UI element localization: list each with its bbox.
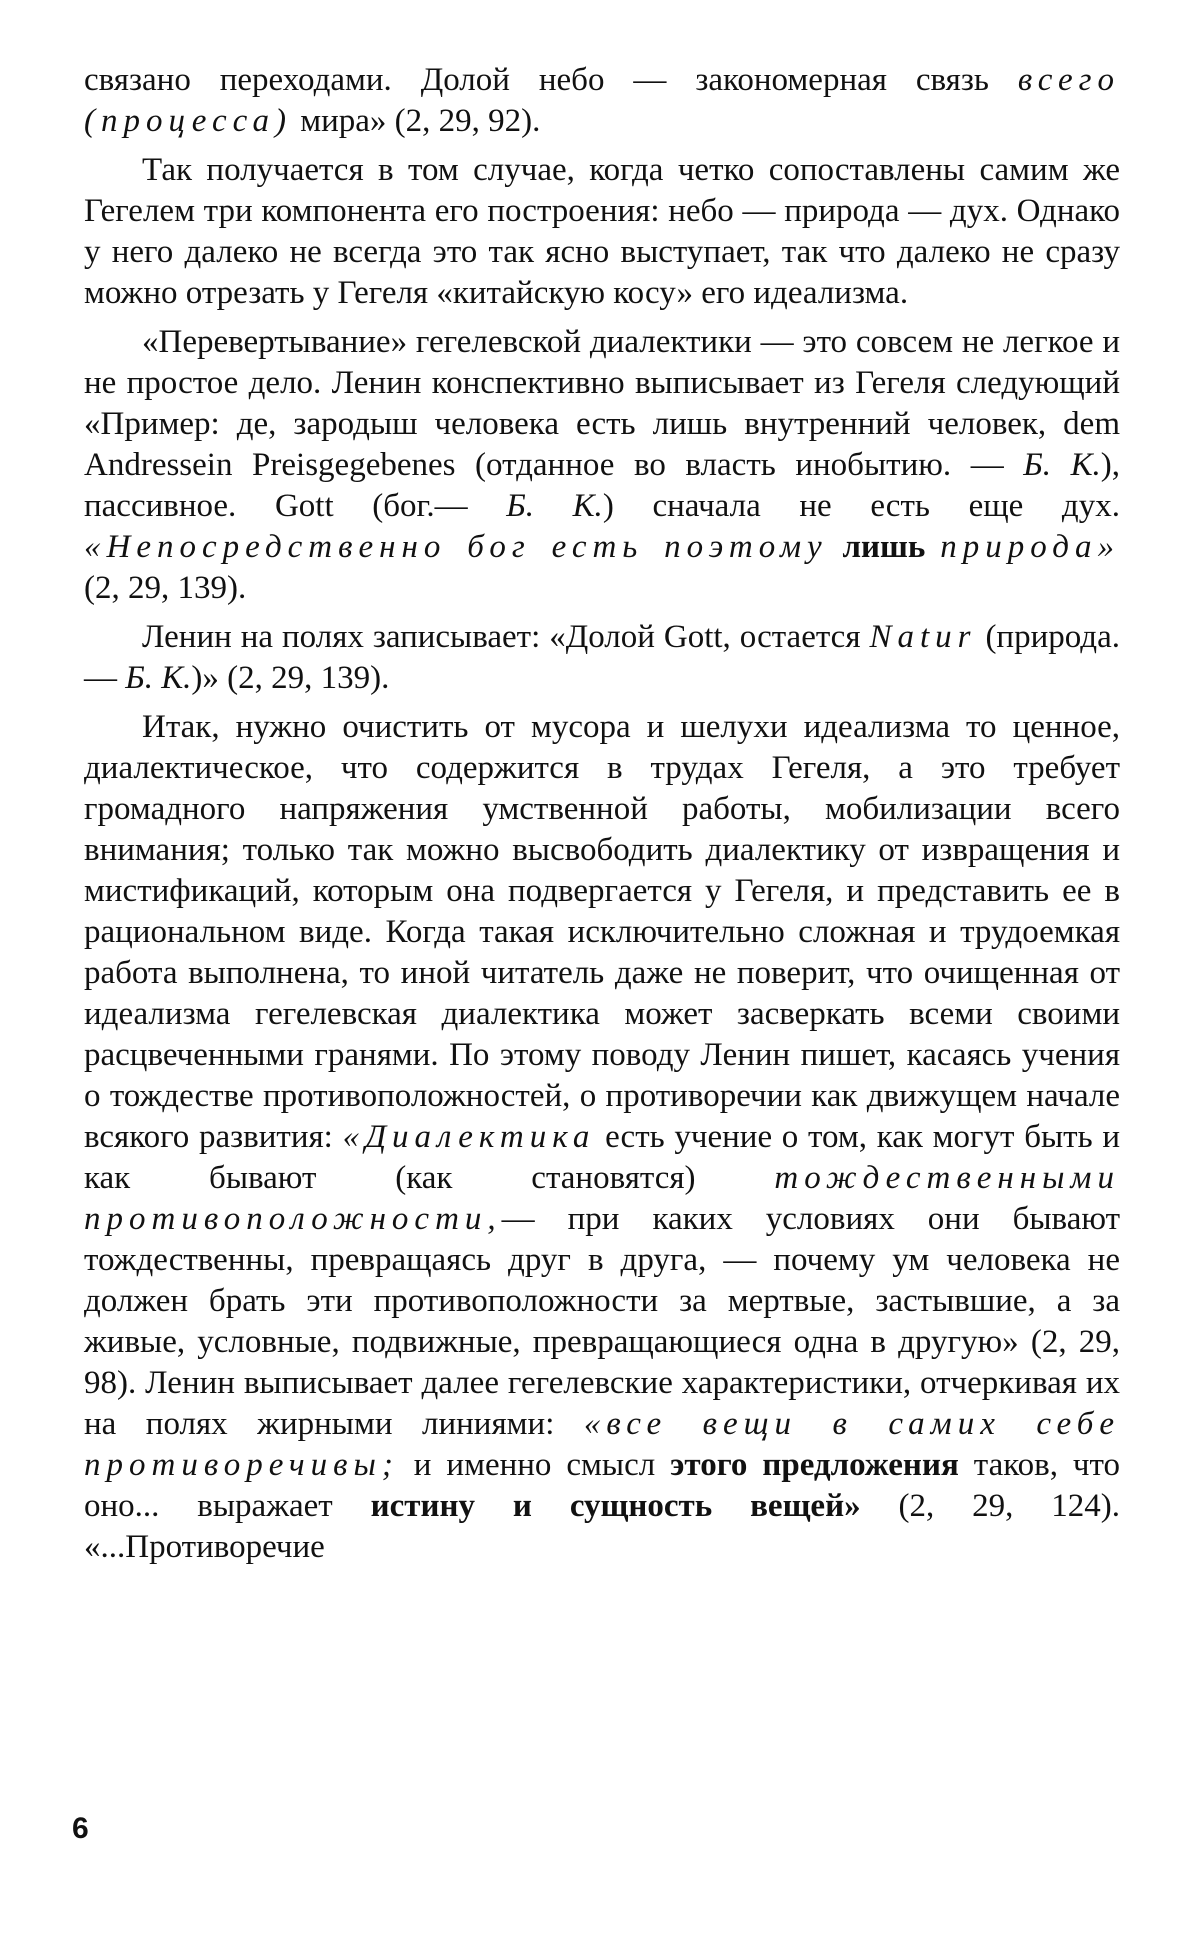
author-initials: Б. К. <box>1023 447 1101 483</box>
paragraph <box>84 617 1120 699</box>
spaced-italic-run: «Диалектика <box>342 1119 596 1155</box>
paragraph-continuation <box>84 60 1120 142</box>
text-run: Ленин на полях записывает: «Долой Gott, остается <box>142 619 870 655</box>
text-run: таков, что оно... выражает <box>84 1447 1120 1524</box>
text-run: ), пассивное. Gott (бог.— <box>84 447 1120 524</box>
spaced-italic-run: природа» <box>940 529 1120 565</box>
text-run: (природа.— <box>84 619 1120 696</box>
bold-run: истину и сущность вещей» <box>370 1488 861 1524</box>
paragraph <box>84 150 1120 314</box>
text-run: ) сначала не есть еще дух. <box>602 488 1120 524</box>
text-run: мира» (2, 29, 92). <box>291 103 541 139</box>
text-run: )» (2, 29, 139). <box>191 660 390 696</box>
bold-run: лишь <box>827 529 941 565</box>
page-number: 6 <box>72 1812 89 1845</box>
paragraph <box>84 707 1120 1568</box>
text-run: связано переходами. Долой небо — закономерная связь <box>84 62 1018 98</box>
spaced-italic-run: тождественными противоположности, <box>84 1160 1120 1237</box>
paragraph <box>84 322 1120 609</box>
text-run: Так получается в том случае, когда четко сопоставлены самим же Гегелем три компонента его построения: небо — природа — дух. Однако у него далеко не всегда это так ясно выступает, так что далеко не сразу можно отрезать у Гегеля «китайскую косу» его идеализма. <box>84 152 1120 311</box>
text-run: «Перевертывание» гегелевской диалектики — это совсем не легкое и не простое дело. Ленин конспективно выписывает из Гегеля следующий «Пример: де, зародыш человека есть лишь внутренний человек, dem Andresseіn Preisgegebenes (отданное во власть инобытию. — <box>84 324 1120 483</box>
text-run: (2, 29, 139). <box>84 570 247 606</box>
book-page-text <box>84 60 1120 1576</box>
spaced-italic-run: «Непосредственно бог есть поэтому <box>84 529 828 565</box>
bold-run: этого предложения <box>670 1447 959 1483</box>
text-run: есть учение о том, как могут быть и как бывают (как становятся) <box>84 1119 1120 1196</box>
author-initials: Б. К. <box>506 488 603 524</box>
text-run: (2, 29, 124). «...Противоречие <box>84 1488 1121 1565</box>
text-run: — при каких условиях они бывают тождественны, превращаясь друг в друга, — почему ум человека не должен брать эти противоположности за мертвые, застывшие, а за живые, условные, подвижные, превращающиеся одна в другую» (2, 29, 98). Ленин выписывает далее гегелевские характеристики, отчеркивая их на полях жирными линиями: <box>84 1201 1120 1442</box>
spaced-italic-run: «все вещи в самих себе противоречивы; <box>84 1406 1121 1483</box>
spaced-italic-run: Natur <box>869 619 977 655</box>
text-run: и именно смысл <box>398 1447 671 1483</box>
spaced-italic-run: всего (процесса) <box>84 62 1120 139</box>
author-initials: Б. К. <box>125 660 192 696</box>
text-run: Итак, нужно очистить от мусора и шелухи идеализма то ценное, диалектическое, что содержится в трудах Гегеля, а это требует громадного напряжения умственной работы, мобилизации всего внимания; только так можно высвободить диалектику от извращения и мистификаций, которым она подвергается у Гегеля, и представить ее в рациональном виде. Когда такая исключительно сложная и трудоемкая работа выполнена, то иной читатель даже не поверит, что очищенная от идеализма гегелевская диалектика может засверкать всеми своими расцвеченными гранями. По этому поводу Ленин пишет, касаясь учения о тождестве противоположностей, о противоречии как движущем начале всякого развития: <box>84 709 1120 1155</box>
